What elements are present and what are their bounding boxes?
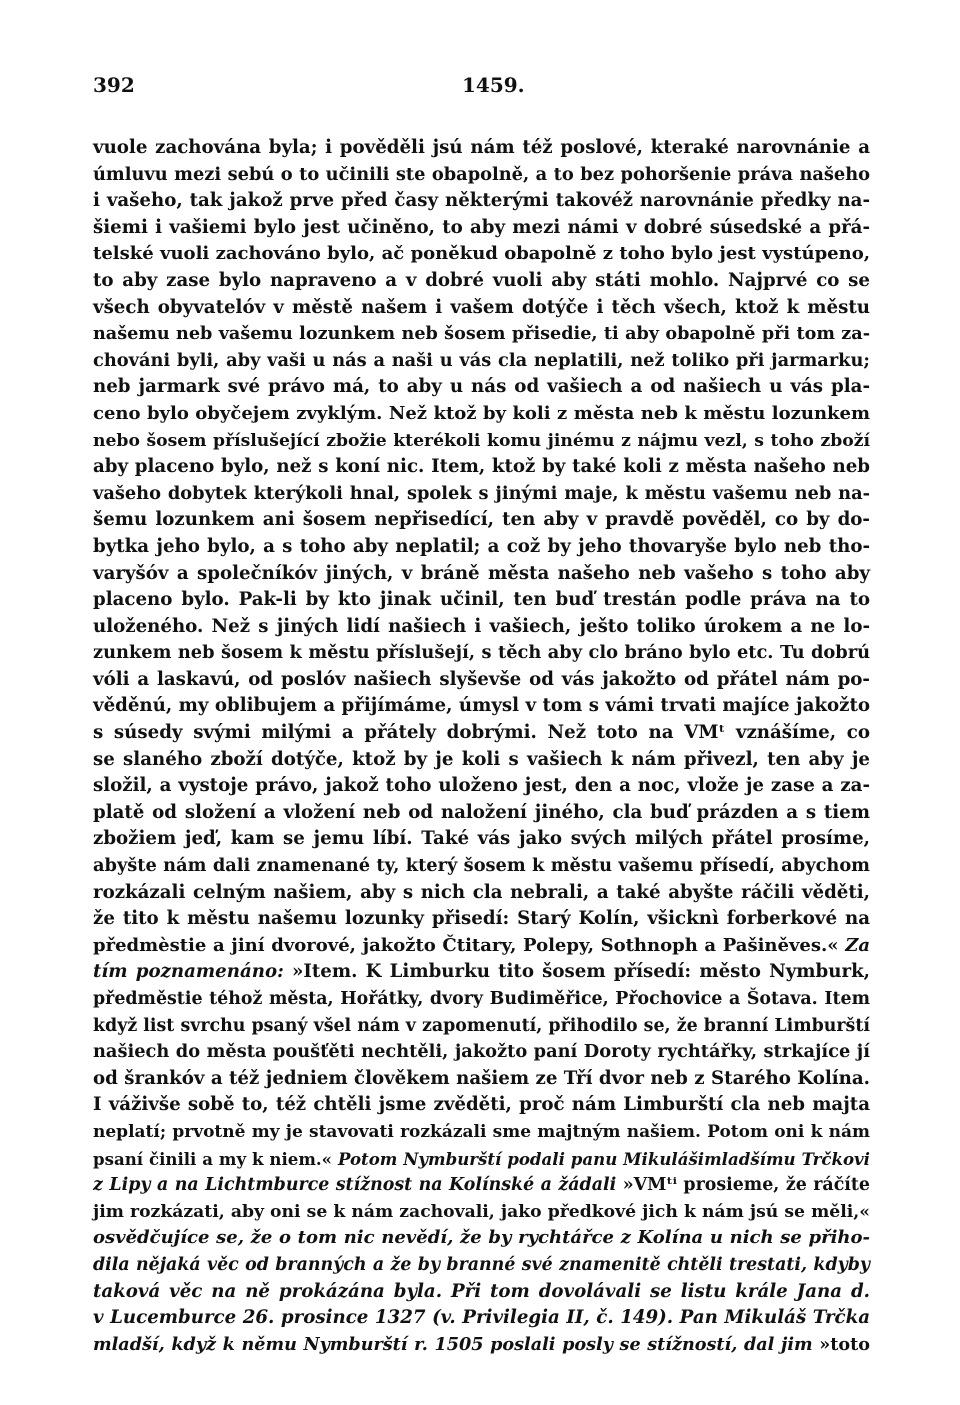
text-segment: vóli a laskavú, od poslóv našiech slyševše od vás jakožto od přátel nám po- [93, 668, 870, 690]
text-segment: šemu lozunkem ani šosem nepřisedící, ten aby v pravdě pověděl, co by do- [93, 509, 870, 531]
text-line [93, 1039, 870, 1066]
italic-text-segment: dila nějaká věc od branných a že by branné své znamenitě chtěli trestati, kdyby [93, 1254, 870, 1275]
text-line [93, 507, 870, 534]
text-line [93, 268, 870, 295]
page-header [93, 73, 868, 103]
text-segment: varyšóv a společníkóv jiných, v bráně města našeho neb vašeho s toho aby [93, 562, 870, 584]
italic-text-segment: Za [845, 934, 870, 956]
text-segment: aby placeno bylo, než s koní nic. Item, ktož by také koli z města našeho neb [93, 456, 870, 478]
text-segment: úmluvu mezi sebú o to učinili ste obapolně, a to bez pohoršenie práva našeho [93, 163, 870, 185]
text-line [93, 295, 870, 322]
text-line [93, 241, 870, 268]
text-line [93, 800, 870, 827]
text-segment: bytka jeho bylo, a s toho aby neplatil; a což by jeho thovaryše bylo neb tho- [93, 535, 870, 557]
text-segment: našiech do města poušťěti nechtěli, jakožto paní Doroty rychtářky, strkajíce jí [93, 1041, 870, 1063]
text-segment: »toto [812, 1333, 870, 1355]
text-line [93, 374, 870, 401]
text-segment: neb jarmark své právo má, to aby u nás od vašiech a od našiech u vás pla- [93, 376, 870, 398]
text-segment: telské vuoli zachováno bylo, ač poněkud obapolně z toho bylo jest vystúpeno, [93, 243, 870, 265]
text-line [93, 1332, 870, 1359]
text-line [93, 933, 870, 960]
text-segment: ceno bylo obyčejem zvyklým. Než ktož by koli z města neb k městu lozunkem [93, 402, 870, 424]
text-segment: rozkázali celným našiem, aby s nich cla nebrali, a také abyšte ráčili věděti, [93, 881, 870, 903]
text-segment: věděnú, my oblibujem a přijímáme, úmysl v tom s vámi trvati majíce jakožto [93, 695, 870, 717]
text-line [93, 215, 870, 242]
text-segment: »Item. K Limburku tito šosem přísedí: město Nymburk, [283, 961, 870, 983]
text-line [93, 1146, 870, 1173]
text-segment: od šrankóv a též jedniem člověkem našiem ze Tří dvor neb z Starého Kolína. [93, 1067, 870, 1089]
text-segment: uloženého. Než s jiných lidí našiech i vašiech, ješto toliko úrokem a ne lo- [93, 615, 870, 637]
text-segment: že tito k městu našemu lozunky přisedí: Starý Kolín, všicknì forberkové na [93, 908, 870, 930]
text-segment: vuole zachována byla; i pověděli jsú nám též poslové, kteraké narovnánie a [93, 137, 870, 158]
text-segment: vašeho dobytek kterýkoli hnal, spolek s jinými maje, k městu vašemu neb na- [93, 482, 870, 504]
text-segment: to aby zase bylo napraveno a v dobré vuoli aby státi mohlo. Najprvé co se [93, 269, 870, 291]
text-segment: platě od složení a vložení neb od naložení jiného, cla buď prázden a s tiem [93, 801, 870, 823]
text-segment: neplatí; prvotně my je stavovati rozkázali sme majtným našiem. Potom oni k nám [93, 1121, 870, 1142]
italic-text-segment: taková věc na ně prokázána byla. Při tom dovolávali se listu krále Jana d. [93, 1280, 870, 1302]
italic-text-segment: z Lipy a na Lichtmburce stížnost na Kolínské a žádali [93, 1175, 617, 1196]
text-line [93, 614, 870, 641]
text-line [93, 1066, 870, 1093]
text-line [93, 188, 870, 215]
text-line [93, 1092, 870, 1119]
text-segment: se slaného zboží dotýče, ktož by je koli s vašiech k nám přivezl, ten aby je [93, 748, 870, 770]
text-segment: šiemi i vašiemi bylo jest učiněno, to aby mezi námi v dobré súsedské a přá- [93, 216, 870, 238]
text-line [93, 1172, 870, 1199]
text-line [93, 720, 870, 747]
text-segment: všech obyvatelóv v městě našem i vašem dotýče i těch všech, ktož k městu [93, 296, 870, 318]
text-segment: když list svrchu psaný všel nám v zapomenutí, přihodilo se, že branní Limburští [93, 1015, 870, 1036]
text-line [93, 1305, 870, 1332]
text-line [93, 534, 870, 561]
text-line [93, 667, 870, 694]
text-line [93, 1279, 870, 1306]
text-segment: zbožiem jeď, kam se jemu líbí. Také vás jako svých milých přátel prosíme, [93, 828, 870, 850]
running-head-year: 1459. [462, 73, 525, 97]
text-segment: abyšte nám dali znamenané ty, který šosem k městu vašemu přísedí, abychom [93, 855, 870, 877]
text-line [93, 587, 870, 614]
body-text [93, 135, 870, 1358]
text-segment: s súsedy svými milými a přátely dobrými. Než toto na VMᵗ vznášíme, co [93, 722, 870, 744]
text-segment: našemu neb vašemu lozunkem neb šosem přisedie, ti aby obapolně při tom za- [93, 323, 870, 345]
text-line [93, 1225, 870, 1252]
text-line [93, 986, 870, 1013]
text-line [93, 747, 870, 774]
text-segment: I váživše sobě to, též chtěli jsme zvěděti, proč nám Limburští cla neb majta [93, 1094, 870, 1116]
text-segment: složil, a vystoje právo, jakož toho uloženo jest, den a noc, vlože je zase a za- [93, 775, 870, 797]
text-line [93, 693, 870, 720]
text-line [93, 1199, 870, 1226]
text-line [93, 640, 870, 667]
italic-text-segment: osvědčujíce se, že o tom nic nevědí, že by rychtářce z Kolína u nich se přiho- [93, 1227, 870, 1249]
text-segment: i vašeho, tak jakož prve před časy některými takovéž narovnánie předky na- [93, 190, 870, 212]
text-line [93, 1013, 870, 1040]
text-line [93, 162, 870, 189]
text-segment: psaní činili a my k niem.« [93, 1148, 338, 1169]
text-segment: chováni byli, aby vaši u nás a naši u vás cla neplatili, než toliko při jarmarku; [93, 349, 870, 371]
italic-text-segment: tím poznamenáno: [93, 961, 284, 983]
italic-text-segment: v Lucemburce 26. prosince 1327 (v. Privilegia II, č. 149). Pan Mikuláš Trčka [93, 1307, 870, 1329]
text-line [93, 454, 870, 481]
text-line [93, 906, 870, 933]
text-segment: jim rozkázati, aby oni se k nám zachovali, jako předkové jich k nám jsú se měli,« [93, 1201, 870, 1222]
italic-text-segment: Potom Nymburští podali panu Mikulášimladšímu Trčkovi [337, 1148, 870, 1169]
text-line [93, 1252, 870, 1279]
text-segment: zunkem neb šosem k městu příslušejí, s těch aby clo bráno bylo etc. Tu dobrú [93, 642, 870, 664]
text-segment: »VMᵗⁱ prosieme, že ráčíte [616, 1175, 870, 1196]
text-segment: nebo šosem příslušející zbožie kterékoli komu jinému z nájmu vezl, s toho zboží [93, 430, 870, 451]
text-segment: předmèstie a jiní dvorové, jakožto Čtitary, Polepy, Sothnoph a Pašiněves.« [93, 934, 846, 956]
text-line [93, 959, 870, 986]
text-segment: předměstie téhož města, Hořátky, dvory Budiměřice, Přochovice a Šotava. Item [93, 989, 870, 1009]
text-line [93, 773, 870, 800]
italic-text-segment: mladší, když k němu Nymburští r. 1505 poslali posly se stížností, dal jim [93, 1333, 813, 1355]
page-number: 392 [93, 73, 135, 97]
text-line [93, 428, 870, 455]
text-line [93, 321, 870, 348]
text-line [93, 135, 870, 162]
text-line [93, 880, 870, 907]
text-line [93, 1119, 870, 1146]
text-line [93, 826, 870, 853]
text-line [93, 401, 870, 428]
text-line [93, 348, 870, 375]
text-line [93, 853, 870, 880]
text-line [93, 561, 870, 588]
text-segment: placeno bylo. Pak-li by kto jinak učinil, ten buď trestán podle práva na to [93, 589, 870, 611]
text-line [93, 481, 870, 508]
